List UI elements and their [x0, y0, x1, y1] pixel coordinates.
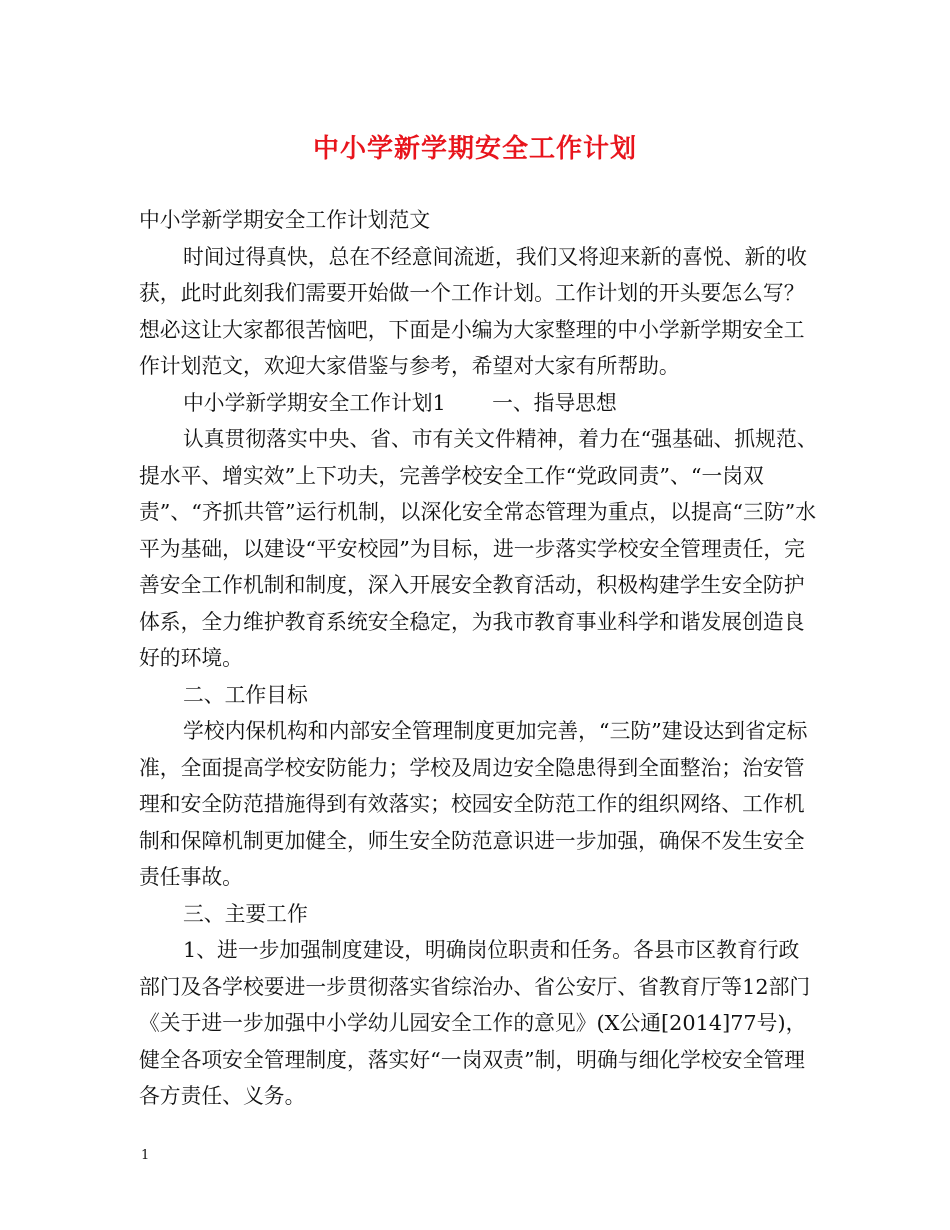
- guiding-ideology-paragraph: 认真贯彻落实中央、省、市有关文件精神，着力在“强基础、抓规范、提水平、增实效”上下功夫，完善学校安全工作“党政同责”、“一岗双责”、“齐抓共管”运行机制，以深化安全常态管理为重点，以提高“三防”水平为基础，以建设“平安校园”为目标，进一步落实学校安全管理责任，完善安全工作机制和制度，深入开展安全教育活动，积极构建学生安全防护体系，全力维护教育系统安全稳定，为我市教育事业科学和谐发展创造良好的环境。: [139, 427, 818, 670]
- section-heading-work-goals: 二、工作目标: [183, 682, 308, 707]
- main-work-paragraph: 1、进一步加强制度建设，明确岗位职责和任务。各县市区教育行政部门及各学校要进一步贯彻落实省综治办、省公安厅、省教育厅等12部门《关于进一步加强中小学幼儿园安全工作的意见》(X公通[2014]77号)，健全各项安全管理制度，落实好“一岗双责”制，明确与细化学校安全管理各方责任、义务。: [139, 938, 811, 1108]
- intro-paragraph: 时间过得真快，总在不经意间流逝，我们又将迎来新的喜悦、新的收获，此时此刻我们需要开始做一个工作计划。工作计划的开头要怎么写？想必这让大家都很苦恼吧，下面是小编为大家整理的中小学新学期安全工作计划范文，欢迎大家借鉴与参考，希望对大家有所帮助。: [139, 244, 807, 378]
- page-number: 1: [141, 1148, 150, 1163]
- section-heading-main-work: 三、主要工作: [183, 901, 308, 926]
- document-body: [139, 202, 819, 1115]
- work-goals-paragraph: 学校内保机构和内部安全管理制度更加完善，“三防”建设达到省定标准，全面提高学校安防能力；学校及周边安全隐患得到全面整治；治安管理和安全防范措施得到有效落实；校园安全防范工作的组织网络、工作机制和保障机制更加健全，师生安全防范意识进一步加强，确保不发生安全责任事故。: [139, 719, 808, 889]
- document-title: 中小学新学期安全工作计划: [312, 134, 637, 164]
- section-heading-guiding-ideology: 中小学新学期安全工作计划1 一、指导思想: [183, 390, 617, 415]
- subtitle-paragraph: 中小学新学期安全工作计划范文: [139, 208, 431, 232]
